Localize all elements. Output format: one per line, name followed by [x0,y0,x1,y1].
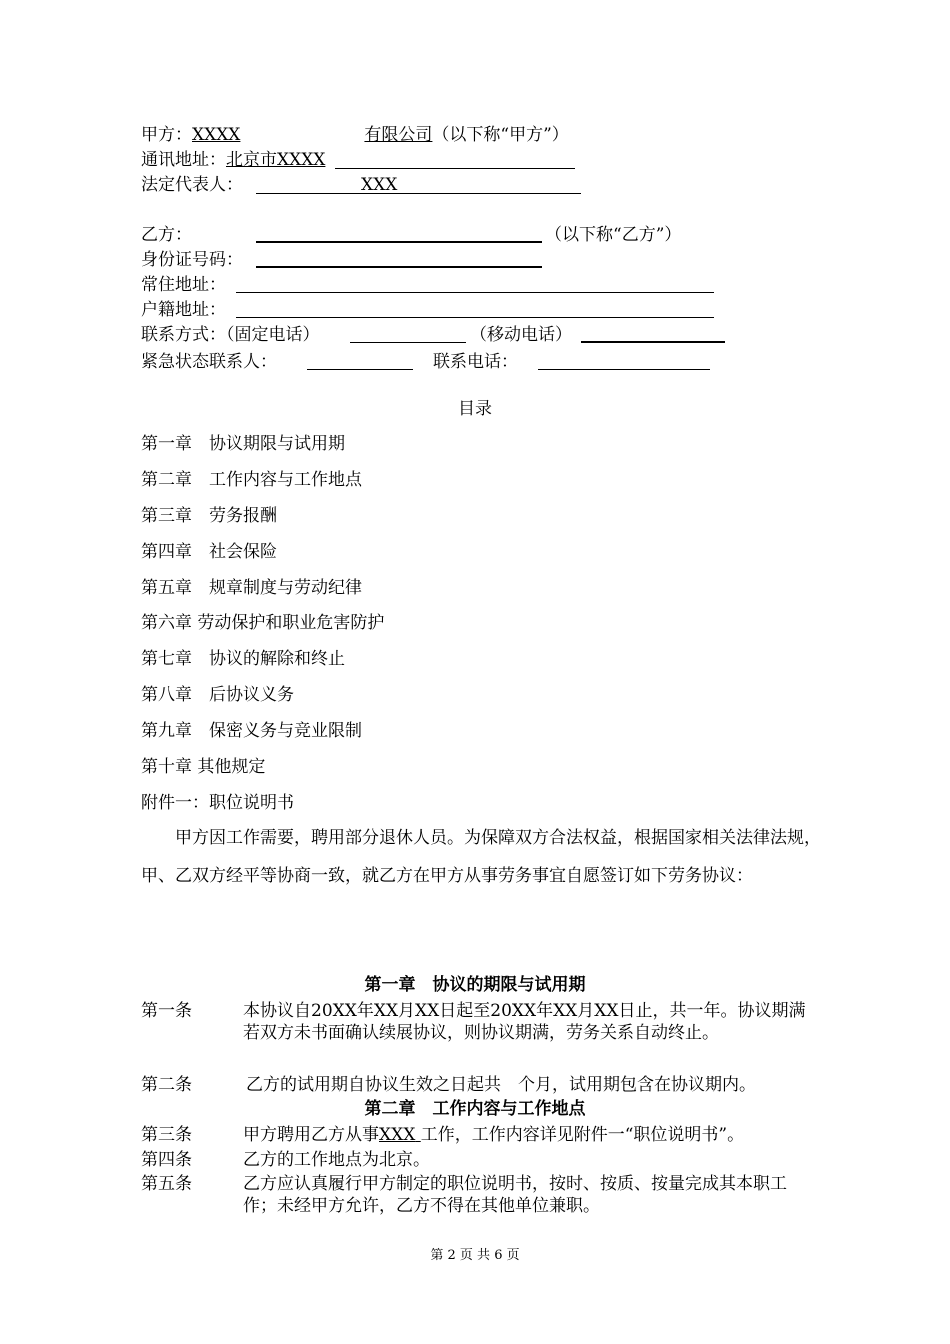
party-a-rep-value: XXX [361,175,398,195]
chapter1-title: 第一章 协议的期限与试用期 [364,975,586,995]
article-3-number: 第三条 [141,1125,192,1145]
party-a-rep-label: 法定代表人： [141,175,243,195]
toc-item: 第一章 协议期限与试用期 [141,434,345,454]
party-b-id-label: 身份证号码： [141,250,243,270]
toc-item: 第六章 劳动保护和职业危害防护 [141,613,385,633]
party-b-emergency-phone-label: 联系电话： [433,352,518,372]
article-5-text: 乙方应认真履行甲方制定的职位说明书，按时、按质、按量完成其本职工作；未经甲方允许，乙方不得在其他单位兼职。 [243,1174,787,1216]
article-2-number: 第二条 [141,1075,192,1095]
party-b-residence-label: 常住地址： [141,275,226,295]
toc-item: 第八章 后协议义务 [141,685,294,705]
address-underline [335,168,575,169]
page-total: 6 [494,1248,503,1263]
toc-item: 第十章 其他规定 [141,757,266,777]
page-footer: 第 2 页 共 6 页 [430,1248,520,1263]
party-b-id-blank [256,266,542,268]
party-a-label: 甲方： [141,125,192,145]
toc-item: 第四章 社会保险 [141,542,277,562]
landline-blank [350,342,466,343]
article-4-text: 乙方的工作地点为北京。 [243,1150,430,1170]
party-a-alias: （以下称“甲方”） [432,125,569,145]
residence-blank [236,292,714,293]
article-1-number: 第一条 [141,1001,192,1021]
party-b-contact-label: 联系方式：（固定电话） [141,325,320,345]
party-b-emergency-label: 紧急状态联系人： [141,352,277,372]
household-blank [236,317,714,318]
party-a-address-label: 通讯地址： [141,150,226,170]
toc-item: 第九章 保密义务与竞业限制 [141,721,362,741]
page-number: 2 [447,1248,456,1263]
toc-item: 第二章 工作内容与工作地点 [141,470,362,490]
party-b-alias: （以下称“乙方”） [545,225,682,245]
toc-title: 目录 [458,399,492,419]
article-4-number: 第四条 [141,1150,192,1170]
article-5-number: 第五条 [141,1174,192,1194]
toc-item: 第三章 劳务报酬 [141,506,277,526]
party-b-label: 乙方： [141,225,192,245]
rep-underline [256,193,581,194]
mobile-blank [581,341,725,343]
chapter2-title: 第二章 工作内容与工作地点 [364,1099,586,1119]
party-b-name-blank [256,241,542,243]
toc-item: 第七章 协议的解除和终止 [141,649,345,669]
toc-item: 第五章 规章制度与劳动纪律 [141,578,362,598]
article-3-job: XXX [379,1125,416,1145]
toc-item: 附件一：职位说明书 [141,793,294,813]
article-2-text: 乙方的试用期自协议生效之日起共 个月，试用期包含在协议期内。 [246,1075,756,1095]
emergency-phone-blank [538,369,710,370]
party-a-address-line [141,150,325,170]
party-a-rep-line [141,175,243,195]
party-a-company-name: XXXX [192,125,241,145]
party-a-address-value: 北京市XXXX [226,150,326,170]
party-b-household-label: 户籍地址： [141,300,226,320]
party-a-company-suffix: 有限公司 [364,125,433,145]
article-1-text: 本协议自20XX年XX月XX日起至20XX年XX月XX日止，共一年。协议期满若双方未书面确认续展协议，则协议期满，劳务关系自动终止。 [243,1001,806,1043]
party-a-line [141,125,569,145]
emergency-name-blank [307,369,413,370]
intro-paragraph: 甲方因工作需要，聘用部分退休人员。为保障双方合法权益，根据国家相关法律法规，甲、乙双方经平等协商一致，就乙方在甲方从事劳务事宜自愿签订如下劳务协议： [141,828,821,886]
article-3-text: 甲方聘用乙方从事XXX 工作，工作内容详见附件一“职位说明书”。 [243,1125,745,1145]
party-b-mobile-label: （移动电话） [470,325,572,345]
